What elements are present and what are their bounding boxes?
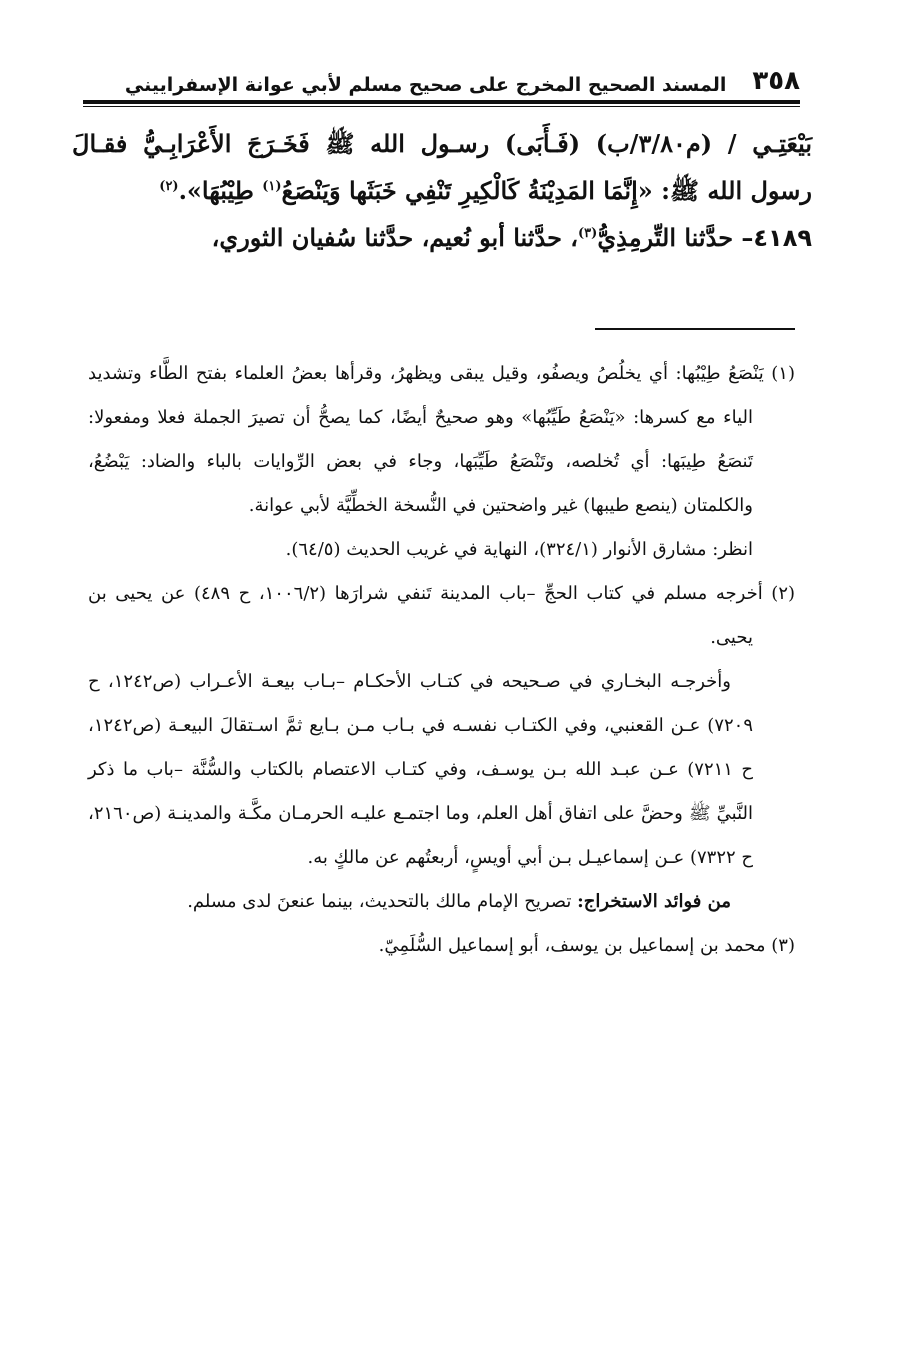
main-text xyxy=(72,120,812,262)
footnote-marker-1: (١) xyxy=(262,179,282,194)
footnotes xyxy=(88,352,795,968)
footnote-1-reference: انظر: مشارق الأنوار (٣٢٤/١)، النهاية في غريب الحديث (٦٤/٥). xyxy=(285,539,753,560)
running-header xyxy=(83,60,800,96)
header-rule-thick xyxy=(83,100,800,104)
page-number: ٣٥٨ xyxy=(752,66,800,96)
header-rule-thin xyxy=(83,106,800,107)
benefit-text: تصريح الإمام مالك بالتحديث، بينما عنعنَ لدى مسلم. xyxy=(187,891,578,912)
footnote-marker-2: (٢) xyxy=(159,179,179,194)
main-paragraph-2: ٤١٨٩– حدَّثنا التِّرمِذِيُّ$^{(٣)}$، حدَّثنا أبو نُعيم، حدَّثنا سُفيان الثوري، xyxy=(211,223,812,252)
footnote-2: (٢) أخرجه مسلم في كتاب الحجِّ –باب المدينة تَنفي شرارَها (١٠٠٦/٢، ح ٤٨٩) عن يحيى بن يحيى. xyxy=(88,583,796,648)
hadith-number: ٤١٨٩ xyxy=(753,224,812,252)
footnote-3: (٣) محمد بن إسماعيل بن يوسف، أبو إسماعيل السُّلَمِيّ. xyxy=(378,935,795,956)
book-title: المسند الصحيح المخرج على صحيح مسلم لأبي عوانة الإسفراييني xyxy=(124,74,727,96)
footnote-separator xyxy=(595,328,795,330)
footnote-2-benefit xyxy=(88,880,795,924)
footnote-1: (١) يَنْصَعُ طِيْبُها: أي يخلُصُ ويصفُو، وقيل يبقى ويظهرُ، وقرأها بعضُ العلماء بفتح الطَّاء وتشديد الياء مع كسرها: «يَنْصَعُ طَيِّبُها» وهو صحيحٌ أيضًا، كما يصحُّ أن تصيرَ الجملة فعلا ومفعولا: تَنصَعُ طِيبَها: أي تُخلصه، وتَنْصَعُ طَيِّبَها، وجاء في بعض الرِّوايات بالباء والضاد: يَبْضُعُ، والكلمتان (ينصع طيبها) غير واضحتين في النُّسخة الخطِّيَّة لأبي عوانة. xyxy=(88,363,795,516)
benefit-label: من فوائد الاستخراج: xyxy=(577,891,731,912)
footnote-2-other-sources: وأخرجـه البخـاري في صـحيحه في كتـاب الأحكـام –بـاب بيعـة الأعـراب (ص١٢٤٢، ح ٧٢٠٩) عـن القعنبي، وفي الكتـاب نفسـه في بـاب مـن بـايع ثمَّ اسـتقالَ البيعـة (ص١٢٤٢، ح ٧٢١١) عـن عبـد الله بـن يوسـف، وفي كتـاب الاعتصام بالكتاب والسُّنَّة –باب ما ذكر النَّبيِّ ﷺ وحضَّ على اتفاق أهل العلم، وما اجتمـع عليـه الحرمـان مكَّـة والمدينـة (ص٢١٦٠، ح ٧٣٢٢) عـن إسماعيـل بـن أبي أويسٍ، أربعتُهم عن مالكٍ به. xyxy=(88,671,754,868)
footnote-marker-3: (٣) xyxy=(578,226,598,241)
main-paragraph-1: بَيْعَتِـي / (م٣/٨٠/ب) (فَـأَبَى) رسـول الله ﷺ فَخَـرَجَ الأَعْرَابِـيُّ فقـالَ رسول الله ﷺ: «إِنَّمَا المَدِيْنَةُ كَالْكِيرِ تَنْفِي خَبَثَها وَيَنْصَعُ$^{(١)}$ طِيْبُهَا».$^{(٢)}$ xyxy=(72,129,813,205)
